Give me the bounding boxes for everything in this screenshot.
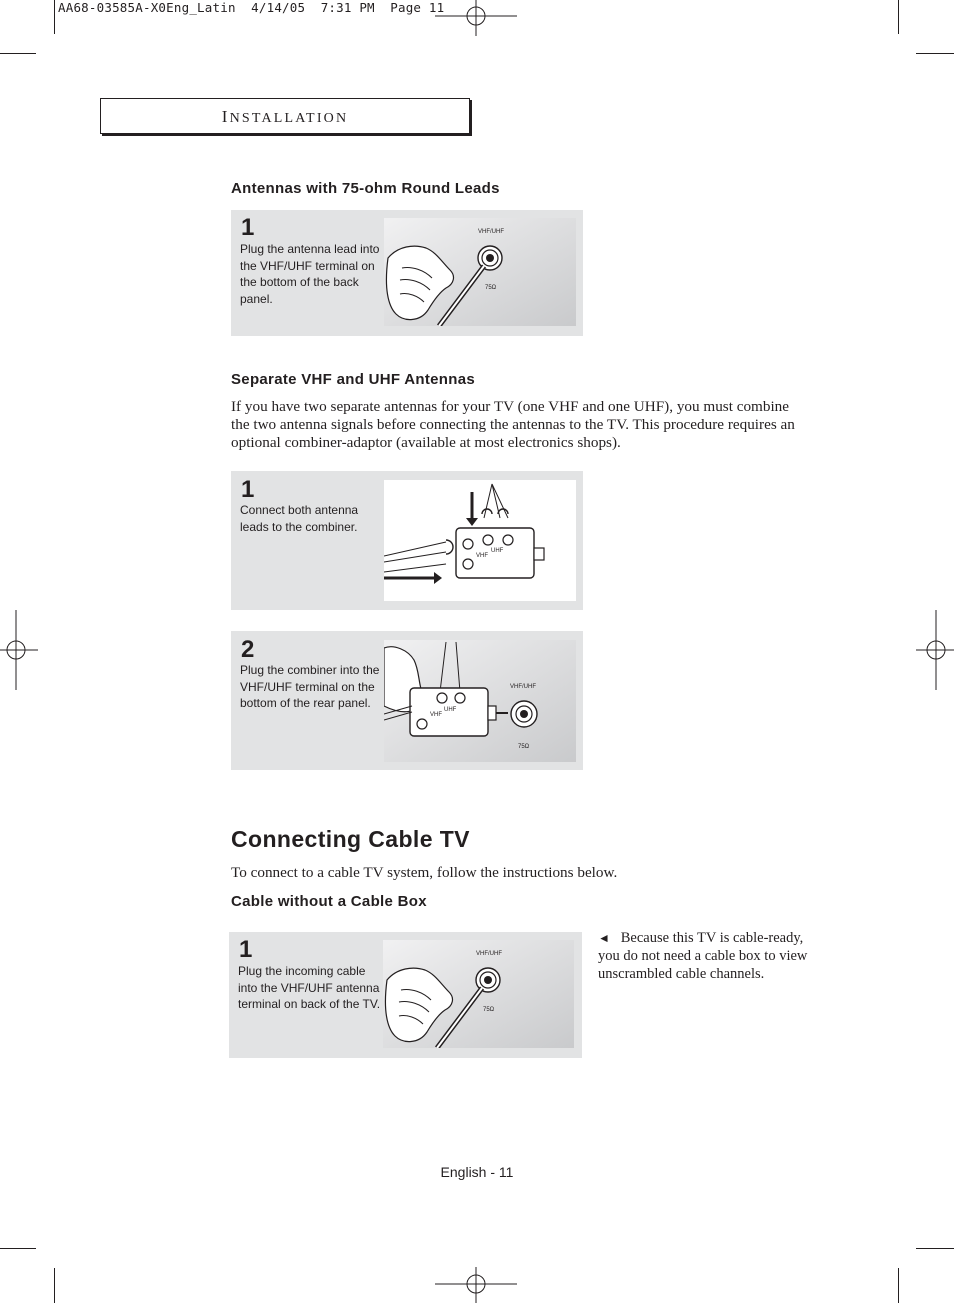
print-time: 7:31 PM [320,0,375,15]
print-page: Page 11 [390,0,445,15]
vhf-label: VHF [430,712,442,718]
terminal-label: VHF/UHF [510,684,536,690]
antenna-plug-illustration [384,218,576,326]
registration-mark-top [435,0,517,36]
combiner-plug-illustration [384,640,576,762]
note-text: Because this TV is cable-ready, you do not need a cable box to view unscrambled cable channels. [598,930,808,982]
heading-connecting-cable-tv: Connecting Cable TV [231,826,470,852]
crop-mark [54,0,55,34]
uhf-label: UHF [444,707,457,713]
terminal-label: VHF/UHF [478,229,504,235]
registration-mark-bottom [435,1267,517,1303]
page-footer: English - 11 [440,1164,514,1180]
heading-separate-antennas: Separate VHF and UHF Antennas [231,371,476,388]
section-header-box [100,98,470,134]
combiner-connect-illustration [384,480,576,601]
step-number: 2 [241,636,255,663]
step-panel-combiner-1 [231,471,583,610]
terminal-label: VHF/UHF [476,951,502,957]
crop-mark [916,1248,954,1249]
registration-mark-right [916,610,954,690]
ohm-label: 75Ω [518,744,530,750]
step-panel-combiner-2 [231,631,583,770]
ohm-label: 75Ω [485,285,497,291]
cable-plug-illustration [383,940,574,1048]
crop-mark [0,53,36,54]
heading-cable-without-box: Cable without a Cable Box [231,893,427,910]
step-panel-75ohm [231,210,583,336]
step-instruction: Plug the incoming cable into the VHF/UHF antenna terminal on back of the TV. [238,964,381,1011]
step-number: 1 [239,936,253,963]
step-instruction: Plug the antenna lead into the VHF/UHF terminal on the bottom of the back panel. [240,242,380,306]
step-instruction: Connect both antenna leads to the combiner. [240,503,359,534]
step-number: 1 [241,476,255,503]
ohm-label: 75Ω [483,1007,495,1013]
crop-mark [0,1248,36,1249]
print-file-name: AA68-03585A-X0Eng_Latin [58,0,236,15]
crop-mark [898,0,899,34]
step-instruction: Plug the combiner into the VHF/UHF terminal on the bottom of the rear panel. [240,663,380,710]
crop-mark [54,1268,55,1303]
registration-mark-left [0,610,38,690]
print-header [58,0,444,15]
separate-antennas-body: If you have two separate antennas for your TV (one VHF and one UHF), you must combine the two antenna signals before connecting the antennas to the TV. This procedure requires an optional combiner-adaptor (available at most electronics shops). [231,398,795,451]
print-date: 4/14/05 [251,0,306,15]
note-arrow-icon: ◄ [598,931,610,945]
crop-mark [898,1268,899,1303]
step-number: 1 [241,214,255,241]
step-panel-cable [229,932,582,1058]
cable-ready-note [598,929,826,983]
crop-mark [916,53,954,54]
uhf-label: UHF [491,548,504,554]
cable-tv-intro: To connect to a cable TV system, follow the instructions below. [231,864,618,881]
section-title: INSTALLATION [221,107,349,126]
heading-antennas-75ohm: Antennas with 75-ohm Round Leads [231,180,500,197]
vhf-label: VHF [476,553,488,559]
